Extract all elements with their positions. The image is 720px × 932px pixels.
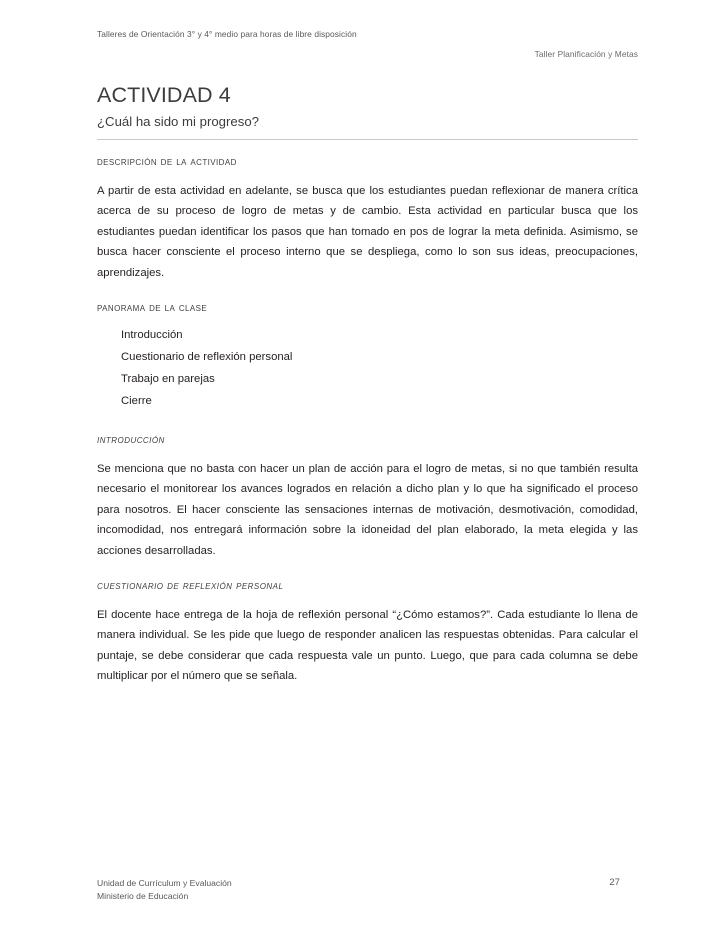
document-content <box>97 82 638 687</box>
section-paragraph-cuestionario: El docente hace entrega de la hoja de reflexión personal “¿Cómo estamos?”. Cada estudiante lo llena de manera individual. Se les pide que luego de responder analicen las respuestas obtenidas. Para calcular el puntaje, se debe considerar que cada respuesta vale un punto. Luego, que para cada columna se debe multiplicar por el número que se señala. <box>97 609 638 683</box>
list-item: Cierre <box>121 395 152 408</box>
section-paragraph-introduccion: Se menciona que no basta con hacer un plan de acción para el logro de metas, si no que también resulta necesario el monitorear los avances logrados en relación a dicho plan y lo que ha significado el proceso para nosotros. El hacer consciente las sensaciones internas de motivación, desmotivación, comodidad, incomodidad, nos entregará información sobre la idoneidad del plan elaborado, la meta elegida y las acciones desarrolladas. <box>97 463 638 557</box>
panorama-list <box>97 324 638 412</box>
running-header <box>97 28 638 61</box>
list-item: Introducción <box>121 329 183 342</box>
header-left-text: Talleres de Orientación 3° y 4° medio para horas de libre disposición <box>97 29 357 39</box>
running-footer <box>97 877 638 902</box>
section-heading-introduccion: introducción <box>97 433 165 447</box>
footer-organization-line1: Unidad de Currículum y Evaluación <box>97 878 232 888</box>
title-divider <box>97 139 638 140</box>
page-number: 27 <box>609 877 620 888</box>
section-paragraph-descripcion: A partir de esta actividad en adelante, se busca que los estudiantes puedan reflexionar de manera crítica acerca de su proceso de logro de metas y de cambio. Esta actividad en particular busca que los estudiantes puedan identificar los pasos que han tomado en pos de lograr la meta definida. Asimismo, se busca hacer consciente el proceso interno que se despliega, como lo son sus ideas, preocupaciones, aprendizajes. <box>97 185 638 279</box>
footer-organization-line2: Ministerio de Educación <box>97 890 189 901</box>
page-title: ACTIVIDAD 4 <box>97 83 231 107</box>
section-heading-descripcion: descripción de la actividad <box>97 155 237 168</box>
section-heading-cuestionario: cuestionario de reflexión personal <box>97 579 284 593</box>
header-right-text: Taller Planificación y Metas <box>534 49 638 59</box>
list-item: Cuestionario de reflexión personal <box>121 351 293 364</box>
list-item: Trabajo en parejas <box>121 373 215 386</box>
section-heading-panorama: panorama de la clase <box>97 301 208 315</box>
page-subtitle: ¿Cuál ha sido mi progreso? <box>97 114 259 129</box>
